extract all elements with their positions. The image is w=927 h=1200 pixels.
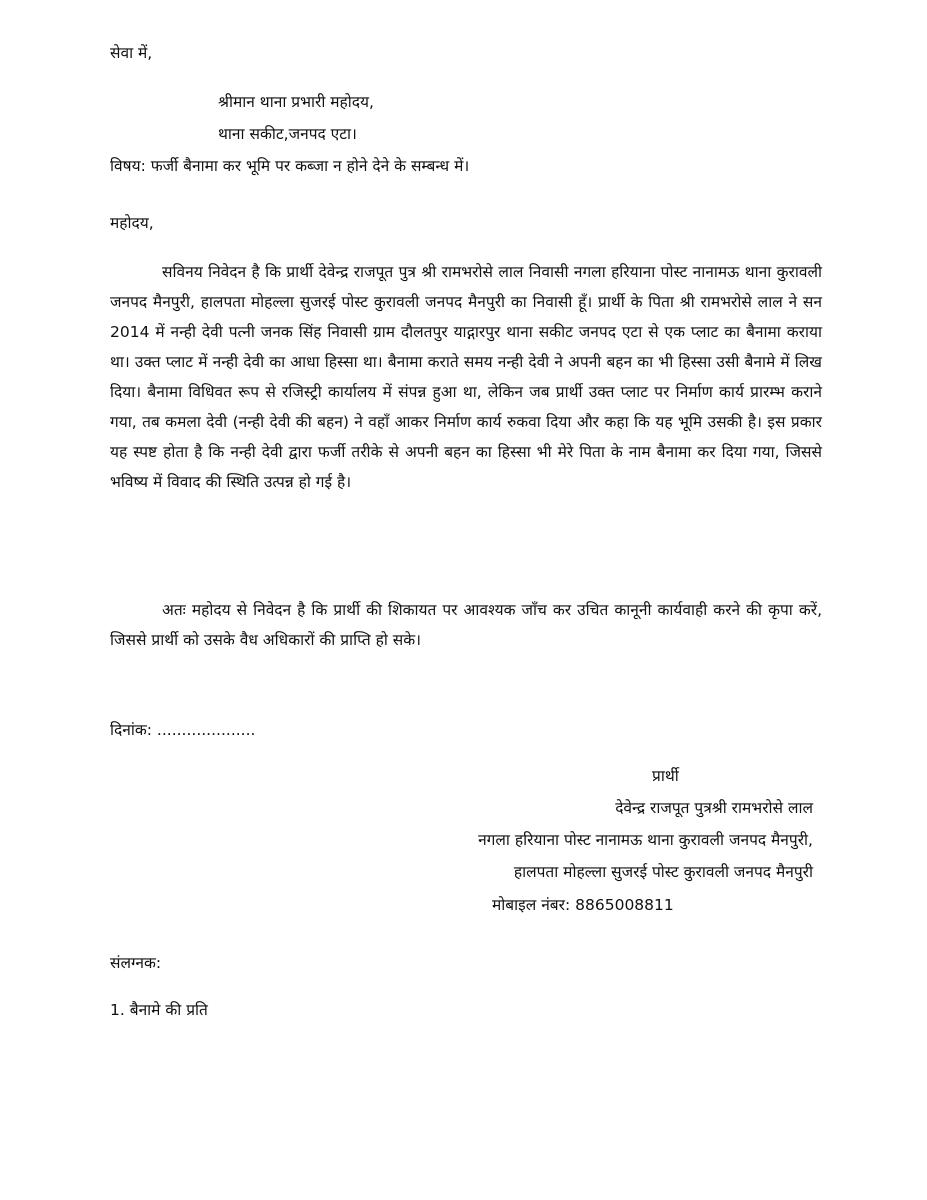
signature-mobile: मोबाइल नंबर: 8865008811	[492, 896, 674, 914]
date-line: दिनांक: ....................	[110, 721, 256, 739]
subject-line: विषय: फर्जी बैनामा कर भूमि पर कब्जा न होने देने के सम्बन्ध में।	[110, 157, 470, 175]
greeting: महोदय,	[110, 214, 154, 232]
attachments-heading: संलग्नक:	[110, 954, 162, 972]
recipient-line-1: श्रीमान थाना प्रभारी महोदय,	[218, 93, 374, 111]
body-paragraph-2: अतः महोदय से निवेदन है कि प्रार्थी की शिकायत पर आवश्यक जाँच कर उचित कानूनी कार्यवाही करने की कृपा करें, जिससे प्रार्थी को उसके वैध अधिकारों की प्राप्ति हो सके।	[110, 601, 822, 649]
salutation-to: सेवा में,	[110, 44, 153, 62]
signature-address-1: नगला हरियाना पोस्ट नानामऊ थाना कुरावली जनपद मैनपुरी,	[478, 831, 813, 849]
signature-label: प्रार्थी	[652, 767, 679, 785]
signature-name: देवेन्द्र राजपूत पुत्रश्री रामभरोसे लाल	[615, 799, 813, 817]
recipient-line-2: थाना सकीट,जनपद एटा।	[218, 125, 357, 143]
signature-address-2: हालपता मोहल्ला सुजरई पोस्ट कुरावली जनपद मैनपुरी	[513, 863, 813, 881]
attachment-item: 1. बैनामे की प्रति	[110, 1001, 208, 1019]
body-paragraph-1: सविनय निवेदन है कि प्रार्थी देवेन्द्र राजपूत पुत्र श्री रामभरोसे लाल निवासी नगला हरियाना पोस्ट नानामऊ थाना कुरावली जनपद मैनपुरी, हालपता मोहल्ला सुजरई पोस्ट कुरावली जनपद मैनपुरी का निवासी हूँ। प्रार्थी के पिता श्री रामभरोसे लाल ने सन 2014 में नन्ही देवी पत्नी जनक सिंह निवासी ग्राम दौलतपुर याद्गारपुर थाना सकीट जनपद एटा से एक प्लाट का बैनामा कराया था। उक्त प्लाट में नन्ही देवी का आधा हिस्सा था। बैनामा कराते समय नन्ही देवी ने अपनी बहन का भी हिस्सा उसी बैनामे में लिख दिया। बैनामा विधिवत रूप से रजिस्ट्री कार्यालय में संपन्न हुआ था, लेकिन जब प्रार्थी उक्त प्लाट पर निर्माण कार्य प्रारम्भ कराने गया, तब कमला देवी (नन्ही देवी की बहन) ने वहाँ आकर निर्माण कार्य रुकवा दिया और कहा कि यह भूमि उसकी है। इस प्रकार यह स्पष्ट होता है कि नन्ही देवी द्वारा फर्जी तरीके से अपनी बहन का हिस्सा भी मेरे पिता के नाम बैनामा कर दिया गया, जिससे भविष्य में विवाद की स्थिति उत्पन्न हो गई है।	[110, 263, 822, 491]
